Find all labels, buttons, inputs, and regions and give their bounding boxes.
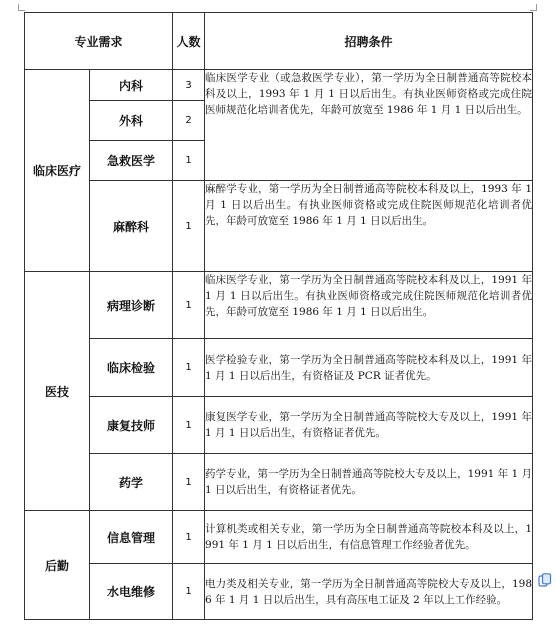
count-cell: 1 [173,397,205,454]
count-cell: 1 [173,141,205,181]
condition-cell: 药学专业，第一学历为全日制普通高等院校大专及以上，1991 年 1 月 1 日以后出生，有资格证者优先。 [205,454,533,511]
category-cell: 后勤 [25,511,90,620]
header-major: 专业需求 [25,13,173,70]
table-row [25,564,533,620]
major-cell: 水电维修 [90,564,173,620]
page-corner-mark [18,4,25,11]
table-row [25,181,533,272]
major-cell: 麻醉科 [90,181,173,272]
header-count: 人数 [173,13,205,70]
condition-cell: 临床医学专业（或急救医学专业），第一学历为全日制普通高等院校本科及以上，1993 年 1 月 1 日以后出生。有执业医师资格或完成住院医师规范化培训者优先，年龄可放宽至 1986 年 1 月 1 日以后出生。 [205,70,533,181]
category-cell: 临床医疗 [25,70,90,272]
table-row [25,70,533,101]
table-row [25,339,533,397]
count-cell: 1 [173,181,205,272]
category-cell: 医技 [25,272,90,511]
copy-icon[interactable] [538,573,552,587]
major-cell: 信息管理 [90,511,173,564]
major-cell: 病理诊断 [90,272,173,339]
table-row [25,397,533,454]
count-cell: 2 [173,101,205,141]
count-cell: 1 [173,564,205,620]
table-row [25,272,533,339]
count-cell: 3 [173,70,205,101]
condition-cell: 医学检验专业，第一学历为全日制普通高等院校本科及以上，1991 年 1 月 1 日以后出生，有资格证及 PCR 证者优先。 [205,339,533,397]
condition-cell: 康复医学专业，第一学历为全日制普通高等院校大专及以上，1991 年 1 月 1 日以后出生，有资格证者优先。 [205,397,533,454]
page-corner-mark [530,4,537,11]
major-cell: 药学 [90,454,173,511]
major-cell: 内科 [90,70,173,101]
table-row [25,511,533,564]
condition-cell: 麻醉学专业，第一学历为全日制普通高等院校本科及以上，1993 年 1 月 1 日以后出生。有执业医师资格或完成住院医师规范化培训者优先，年龄可放宽至 1986 年 1 月 1 日以后出生。 [205,181,533,272]
table-row [25,454,533,511]
major-cell: 急救医学 [90,141,173,181]
major-cell: 临床检验 [90,339,173,397]
table-header-row [25,13,533,70]
count-cell: 1 [173,272,205,339]
major-cell: 康复技师 [90,397,173,454]
condition-cell: 计算机类或相关专业，第一学历为全日制普通高等院校本科及以上，1991 年 1 月 1 日以后出生，有信息管理工作经验者优先。 [205,511,533,564]
count-cell: 1 [173,511,205,564]
recruitment-table [24,12,533,620]
header-condition: 招聘条件 [205,13,533,70]
condition-cell: 电力类及相关专业，第一学历为全日制普通高等院校大专及以上，1986 年 1 月 1 日以后出生，具有高压电工证及 2 年以上工作经验。 [205,564,533,620]
count-cell: 1 [173,454,205,511]
major-cell: 外科 [90,101,173,141]
count-cell: 1 [173,339,205,397]
condition-cell: 临床医学专业，第一学历为全日制普通高等院校本科及以上，1991 年 1 月 1 日以后出生。有执业医师资格或完成住院医师规范化培训者优先，年龄可放宽至 1986 年 1 月 1 日以后出生。 [205,272,533,339]
